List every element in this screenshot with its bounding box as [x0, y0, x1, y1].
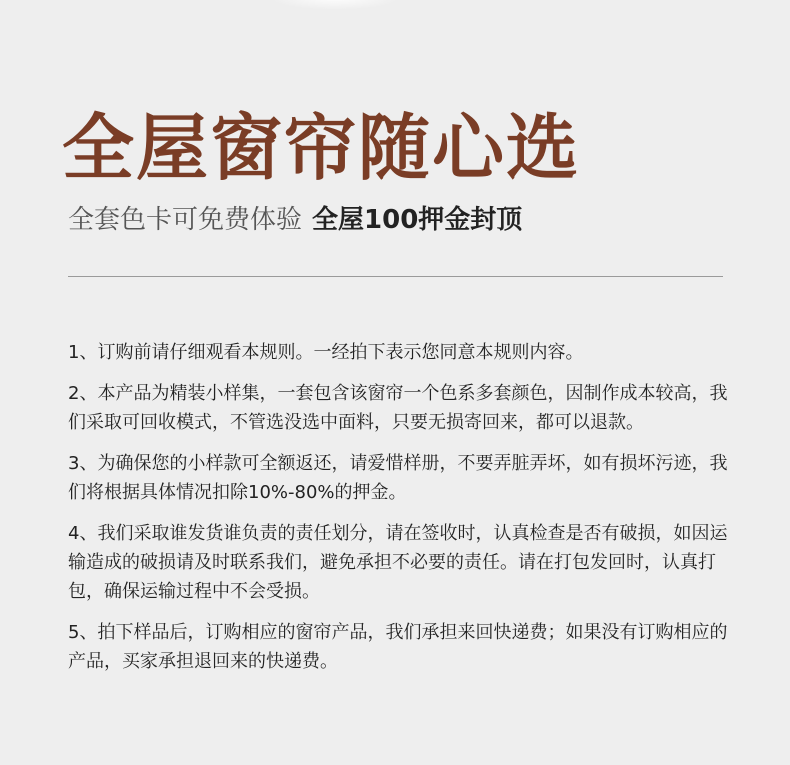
page-title: 全屋窗帘随心选 [62, 106, 581, 190]
rule-item-3: 3、为确保您的小样款可全额返还，请爱惜样册，不要弄脏弄坏，如有损坏污迹，我们将根据具体情况扣除10%-80%的押金。 [68, 453, 728, 503]
rule-item-2: 2、本产品为精装小样集，一套包含该窗帘一个色系多套颜色，因制作成本较高，我们采取可回收模式，不管选没选中面料，只要无损寄回来，都可以退款。 [68, 383, 728, 433]
rule-item-4: 4、我们采取谁发货谁负责的责任划分，请在签收时，认真检查是否有破损，如因运输造成的破损请及时联系我们，避免承担不必要的责任。请在打包发回时，认真打包，确保运输过程中不会受损。 [68, 523, 728, 602]
top-glow-decoration [270, 0, 400, 10]
divider [68, 276, 723, 277]
subtitle-free-trial: 全套色卡可免费体验 [68, 205, 303, 235]
rules-list [68, 338, 728, 688]
rule-item-1: 1、订购前请仔细观看本规则。一经拍下表示您同意本规则内容。 [68, 342, 584, 363]
rule-item-5: 5、拍下样品后，订购相应的窗帘产品，我们承担来回快递费；如果没有订购相应的产品，买家承担退回来的快递费。 [68, 622, 728, 672]
subtitle [68, 203, 522, 237]
subtitle-deposit-cap: 全屋100押金封顶 [312, 205, 523, 235]
